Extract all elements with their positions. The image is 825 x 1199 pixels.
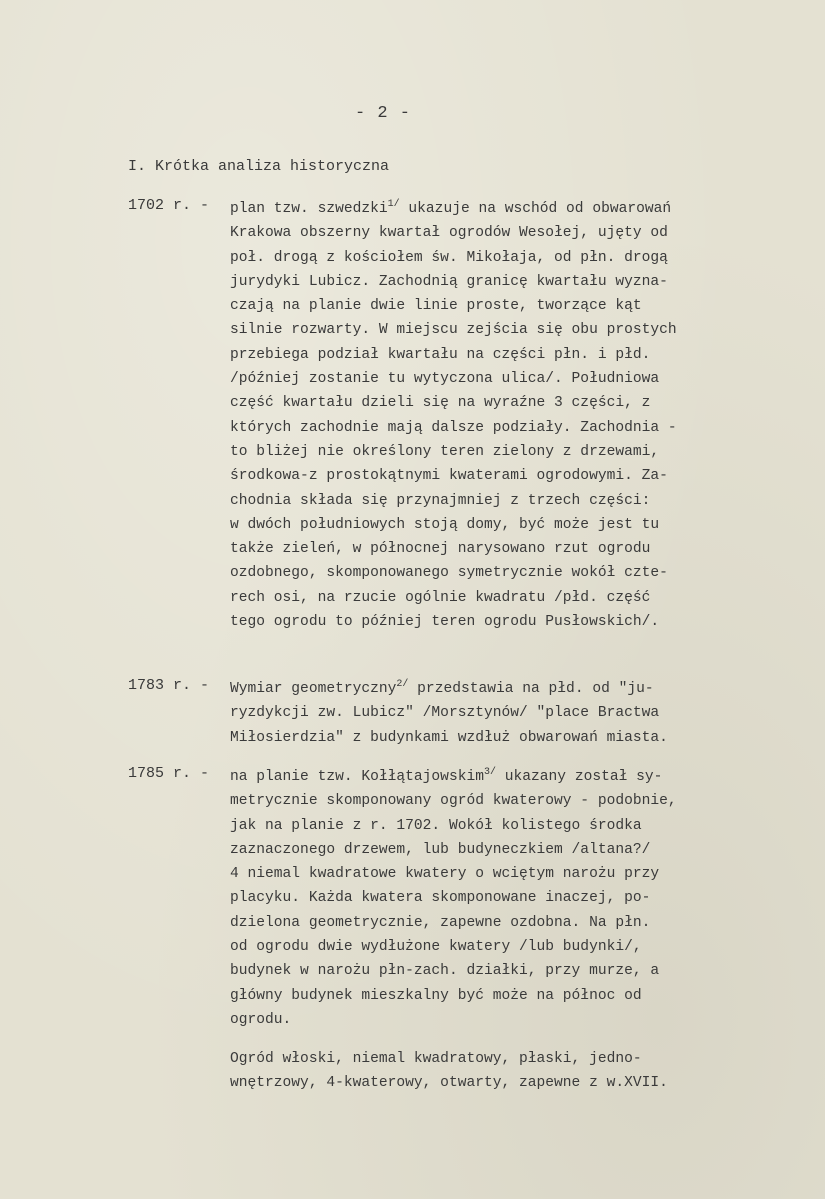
entry-body (230, 677, 790, 750)
entry-line: to bliżej nie określony teren zielony z drzewami, (230, 443, 660, 460)
entry-line: 4 niemal kwadratowe kwatery o wciętym narożu przy (230, 866, 660, 883)
entry-line: na planie tzw. Kołłątajowskim$^{3/}$ ukazany został sy- (230, 767, 663, 785)
entry-line: ryzdykcji zw. Lubicz" /Morsztynów/ "place Bractwa (230, 705, 660, 722)
closing-paragraph (230, 1047, 790, 1096)
entry-line: jurydyki Lubicz. Zachodnią granicę kwartału wyzna- (230, 273, 668, 290)
entry-line: silnie rozwarty. W miejscu zejścia się obu prostych (230, 322, 677, 339)
entry-date: 1702 r. - (128, 197, 210, 214)
entry-line: Wymiar geometryczny$^{2/}$ przedstawia na płd. od "ju- (230, 679, 654, 697)
page-number: - 2 - (355, 104, 412, 123)
entry-line: poł. drogą z kościołem św. Mikołaja, od płn. drogą (230, 249, 668, 266)
entry-line: dzielona geometrycznie, zapewne ozdobna. Na płn. (230, 914, 651, 931)
entry-line: plan tzw. szwedzki$^{1/}$ ukazuje na wschód od obwarowań (230, 199, 672, 217)
entry-line: od ogrodu dwie wydłużone kwatery /lub budynki/, (230, 939, 642, 956)
entry-line: budynek w narożu płn-zach. działki, przy murze, a (230, 963, 660, 980)
entry-date: 1785 r. - (128, 765, 210, 782)
entry-line: których zachodnie mają dalsze podziały. Zachodnia - (230, 419, 677, 436)
entry-line: Krakowa obszerny kwartał ogrodów Wesołej, ujęty od (230, 225, 668, 242)
section-heading: I. Krótka analiza historyczna (128, 158, 390, 175)
entry-line: chodnia składa się przynajmniej z trzech części: (230, 492, 651, 509)
entry-body (230, 197, 790, 634)
entry-line: /później zostanie tu wytyczona ulica/. Południowa (230, 371, 660, 388)
entry-line: jak na planie z r. 1702. Wokół kolistego środka (230, 817, 642, 834)
entry-line: czają na planie dwie linie proste, tworzące kąt (230, 298, 642, 315)
entry-line: zaznaczonego drzewem, lub budyneczkiem /altana?/ (230, 841, 651, 858)
entry-line: ogrodu. (230, 1011, 292, 1028)
entry-line: tego ogrodu to później teren ogrodu Pusłowskich/. (230, 614, 660, 631)
entry-line: część kwartału dzieli się na wyraźne 3 części, z (230, 395, 651, 412)
entry-line: przebiega podział kwartału na części płn. i płd. (230, 346, 651, 363)
entry-line: główny budynek mieszkalny być może na północ od (230, 987, 642, 1004)
entry-line: metrycznie skomponowany ogród kwaterowy - podobnie, (230, 793, 677, 810)
closing-line: wnętrzowy, 4-kwaterowy, otwarty, zapewne z w.XVII. (230, 1075, 668, 1092)
entry-body (230, 765, 790, 1032)
entry-line: placyku. Każda kwatera skomponowane inaczej, po- (230, 890, 651, 907)
entry-line: ozdobnego, skomponowanego symetrycznie wokół czte- (230, 565, 668, 582)
entry-line: także zieleń, w północnej narysowano rzut ogrodu (230, 541, 651, 558)
entry-line: środkowa-z prostokątnymi kwaterami ogrodowymi. Za- (230, 468, 668, 485)
entry-date: 1783 r. - (128, 677, 210, 694)
entry-line: Miłosierdzia" z budynkami wzdłuż obwarowań miasta. (230, 729, 668, 746)
entry-line: rech osi, na rzucie ogólnie kwadratu /płd. część (230, 589, 651, 606)
closing-line: Ogród włoski, niemal kwadratowy, płaski, jedno- (230, 1051, 642, 1067)
entry-line: w dwóch południowych stoją domy, być może jest tu (230, 516, 660, 533)
